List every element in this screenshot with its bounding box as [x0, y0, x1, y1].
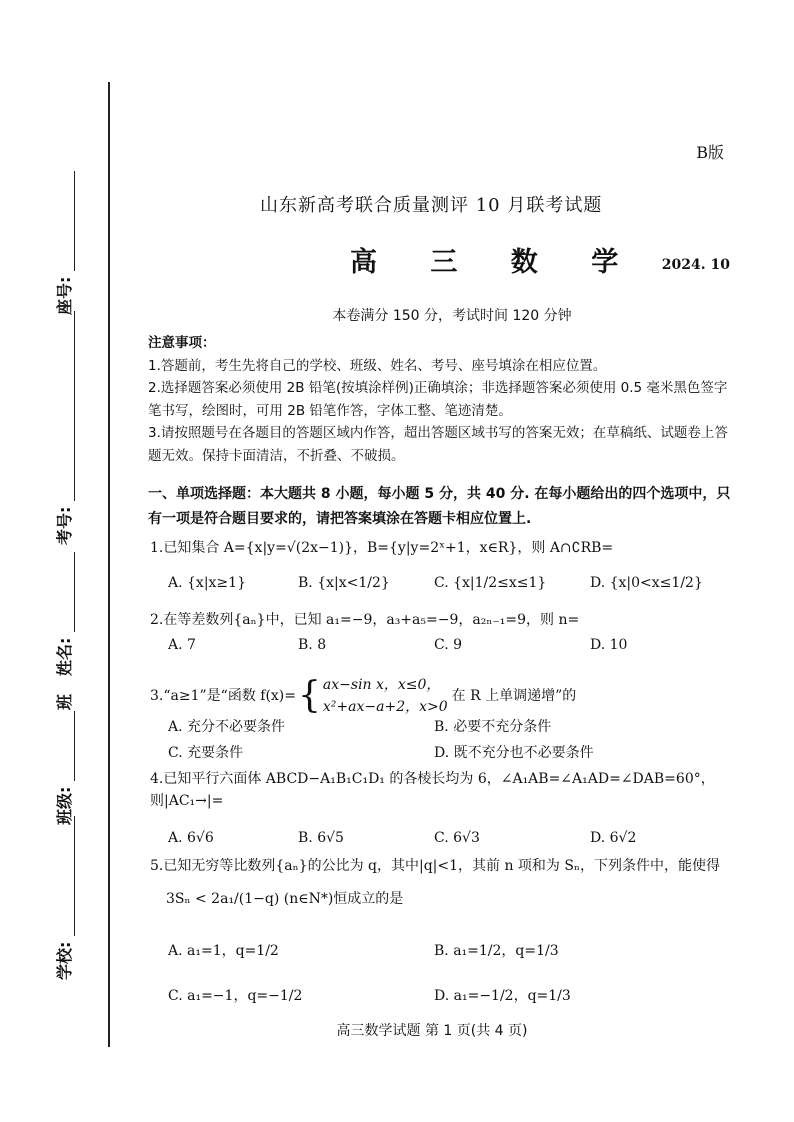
- option-a[interactable]: A. {x|x≥1}: [168, 575, 246, 591]
- option-c[interactable]: C. 9: [434, 637, 463, 653]
- seat-label: 座号:: [55, 276, 74, 315]
- version-label: B版: [696, 143, 724, 162]
- note-item: 2.选择题答案必须使用 2B 铅笔(按填涂样例)正确填涂；非选择题答案必须使用 0.5 毫米黑色签字笔书写，绘图时，可用 2B 铅笔作答，字体工整、笔迹清楚。: [148, 380, 728, 419]
- option-c[interactable]: C. a₁=−1，q=−1/2: [168, 988, 303, 1004]
- brace-icon: {: [298, 675, 321, 716]
- school-label: 学校:: [55, 941, 74, 980]
- question-3-pre: 3.“a≥1”是“函数 f(x)=: [150, 688, 296, 704]
- option-a[interactable]: A. 7: [168, 637, 196, 653]
- exam-date: 2024. 10: [661, 257, 730, 273]
- question-1-stem: 1.已知集合 A={x|y=√(2x−1)}，B={y|y=2ˣ+1，x∈R}，则 A∩∁RB=: [150, 540, 614, 556]
- option-a[interactable]: A. 充分不必要条件: [168, 719, 286, 735]
- option-d[interactable]: D. 6√2: [590, 830, 637, 846]
- note-item: 3.请按照题号在各题目的答题区域内作答，超出答题区域书写的答案无效；在草稿纸、试题卷上答题无效。保持卡面清洁，不折叠、不破损。: [148, 425, 728, 464]
- option-b[interactable]: B. a₁=1/2，q=1/3: [434, 943, 559, 959]
- question-2-options: [168, 637, 738, 653]
- question-3-options-row2: [168, 742, 738, 762]
- question-3-stem: [150, 674, 738, 718]
- seat-blank[interactable]: [74, 171, 75, 271]
- question-4-stem: 4.已知平行六面体 ABCD−A₁B₁C₁D₁ 的各棱长均为 6，∠A₁AB=∠A₁AD=∠DAB=60°，则|AC₁→|=: [150, 771, 715, 809]
- option-d[interactable]: D. 既不充分也不必要条件: [434, 745, 594, 761]
- case-2: x²+ax−a+2，x>0: [322, 699, 448, 715]
- class-blank[interactable]: [74, 711, 75, 781]
- question-5-stem-2: 3Sₙ < 2a₁/(1−q) (n∈N*)恒成立的是: [166, 891, 404, 907]
- name-label: 姓名:: [55, 637, 74, 676]
- question-5-options-row1: [168, 940, 738, 960]
- seat-field: [52, 171, 75, 315]
- class-label: 班级:: [55, 786, 74, 825]
- question-2-stem: 2.在等差数列{aₙ}中，已知 a₁=−9，a₃+a₅=−9，a₂ₙ₋₁=9，则 n=: [150, 612, 580, 628]
- name-blank[interactable]: [74, 552, 75, 632]
- exam-no-field: [52, 311, 75, 545]
- notes-heading: 注意事项：: [148, 335, 216, 351]
- note-item: 1.答题前，考生先将自己的学校、班级、姓名、考号、座号填涂在相应位置。: [148, 357, 607, 374]
- option-b[interactable]: B. 6√5: [298, 830, 344, 846]
- option-c[interactable]: C. 充要条件: [168, 745, 244, 761]
- case-1: ax−sin x，x≤0，: [322, 677, 441, 693]
- option-d[interactable]: D. a₁=−1/2，q=1/3: [434, 988, 571, 1004]
- school-blank[interactable]: [74, 816, 75, 936]
- option-c[interactable]: C. {x|1/2≤x≤1}: [434, 575, 547, 591]
- option-d[interactable]: D. {x|0<x≤1/2}: [590, 575, 703, 591]
- question-3-options-row1: [168, 716, 738, 736]
- question-5-options-row2: [168, 985, 738, 1005]
- question-5-stem: 5.已知无穷等比数列{aₙ}的公比为 q，其中|q|<1，其前 n 项和为 Sₙ，下列条件中，能使得: [150, 858, 721, 874]
- option-b[interactable]: B. {x|x<1/2}: [298, 575, 390, 591]
- question-3-post: 在 R 上单调递增”的: [451, 688, 577, 704]
- option-a[interactable]: A. a₁=1，q=1/2: [168, 943, 279, 959]
- option-b[interactable]: B. 必要不充分条件: [434, 719, 552, 735]
- page-footer: 高三数学试题 第 1 页(共 4 页): [336, 1023, 528, 1039]
- section-heading: 一、单项选择题：本大题共 8 小题，每小题 5 分，共 40 分. 在每小题给出的四个选项中，只有一项是符合题目要求的，请把答案填涂在答题卡相应位置上.: [148, 486, 731, 527]
- ban-label: 班: [55, 693, 74, 710]
- exam-no-blank[interactable]: [74, 311, 75, 501]
- option-a[interactable]: A. 6√6: [168, 830, 214, 846]
- option-b[interactable]: B. 8: [298, 637, 327, 653]
- option-c[interactable]: C. 6√3: [434, 830, 480, 846]
- name-field: [52, 552, 75, 710]
- exam-title: 山东新高考联合质量测评 10 月联考试题: [260, 195, 603, 216]
- question-4-options: [168, 830, 738, 846]
- school-field: [52, 816, 75, 980]
- subject-title: 高 三 数 学: [350, 247, 641, 278]
- option-d[interactable]: D. 10: [590, 637, 628, 653]
- question-1-options: [168, 575, 738, 591]
- exam-no-label: 考号:: [55, 506, 74, 545]
- piecewise-cases: [323, 674, 448, 718]
- binding-line: [108, 82, 110, 1047]
- score-info: 本卷满分 150 分，考试时间 120 分钟: [332, 308, 572, 324]
- class-field: [52, 711, 75, 825]
- notes: [148, 332, 734, 467]
